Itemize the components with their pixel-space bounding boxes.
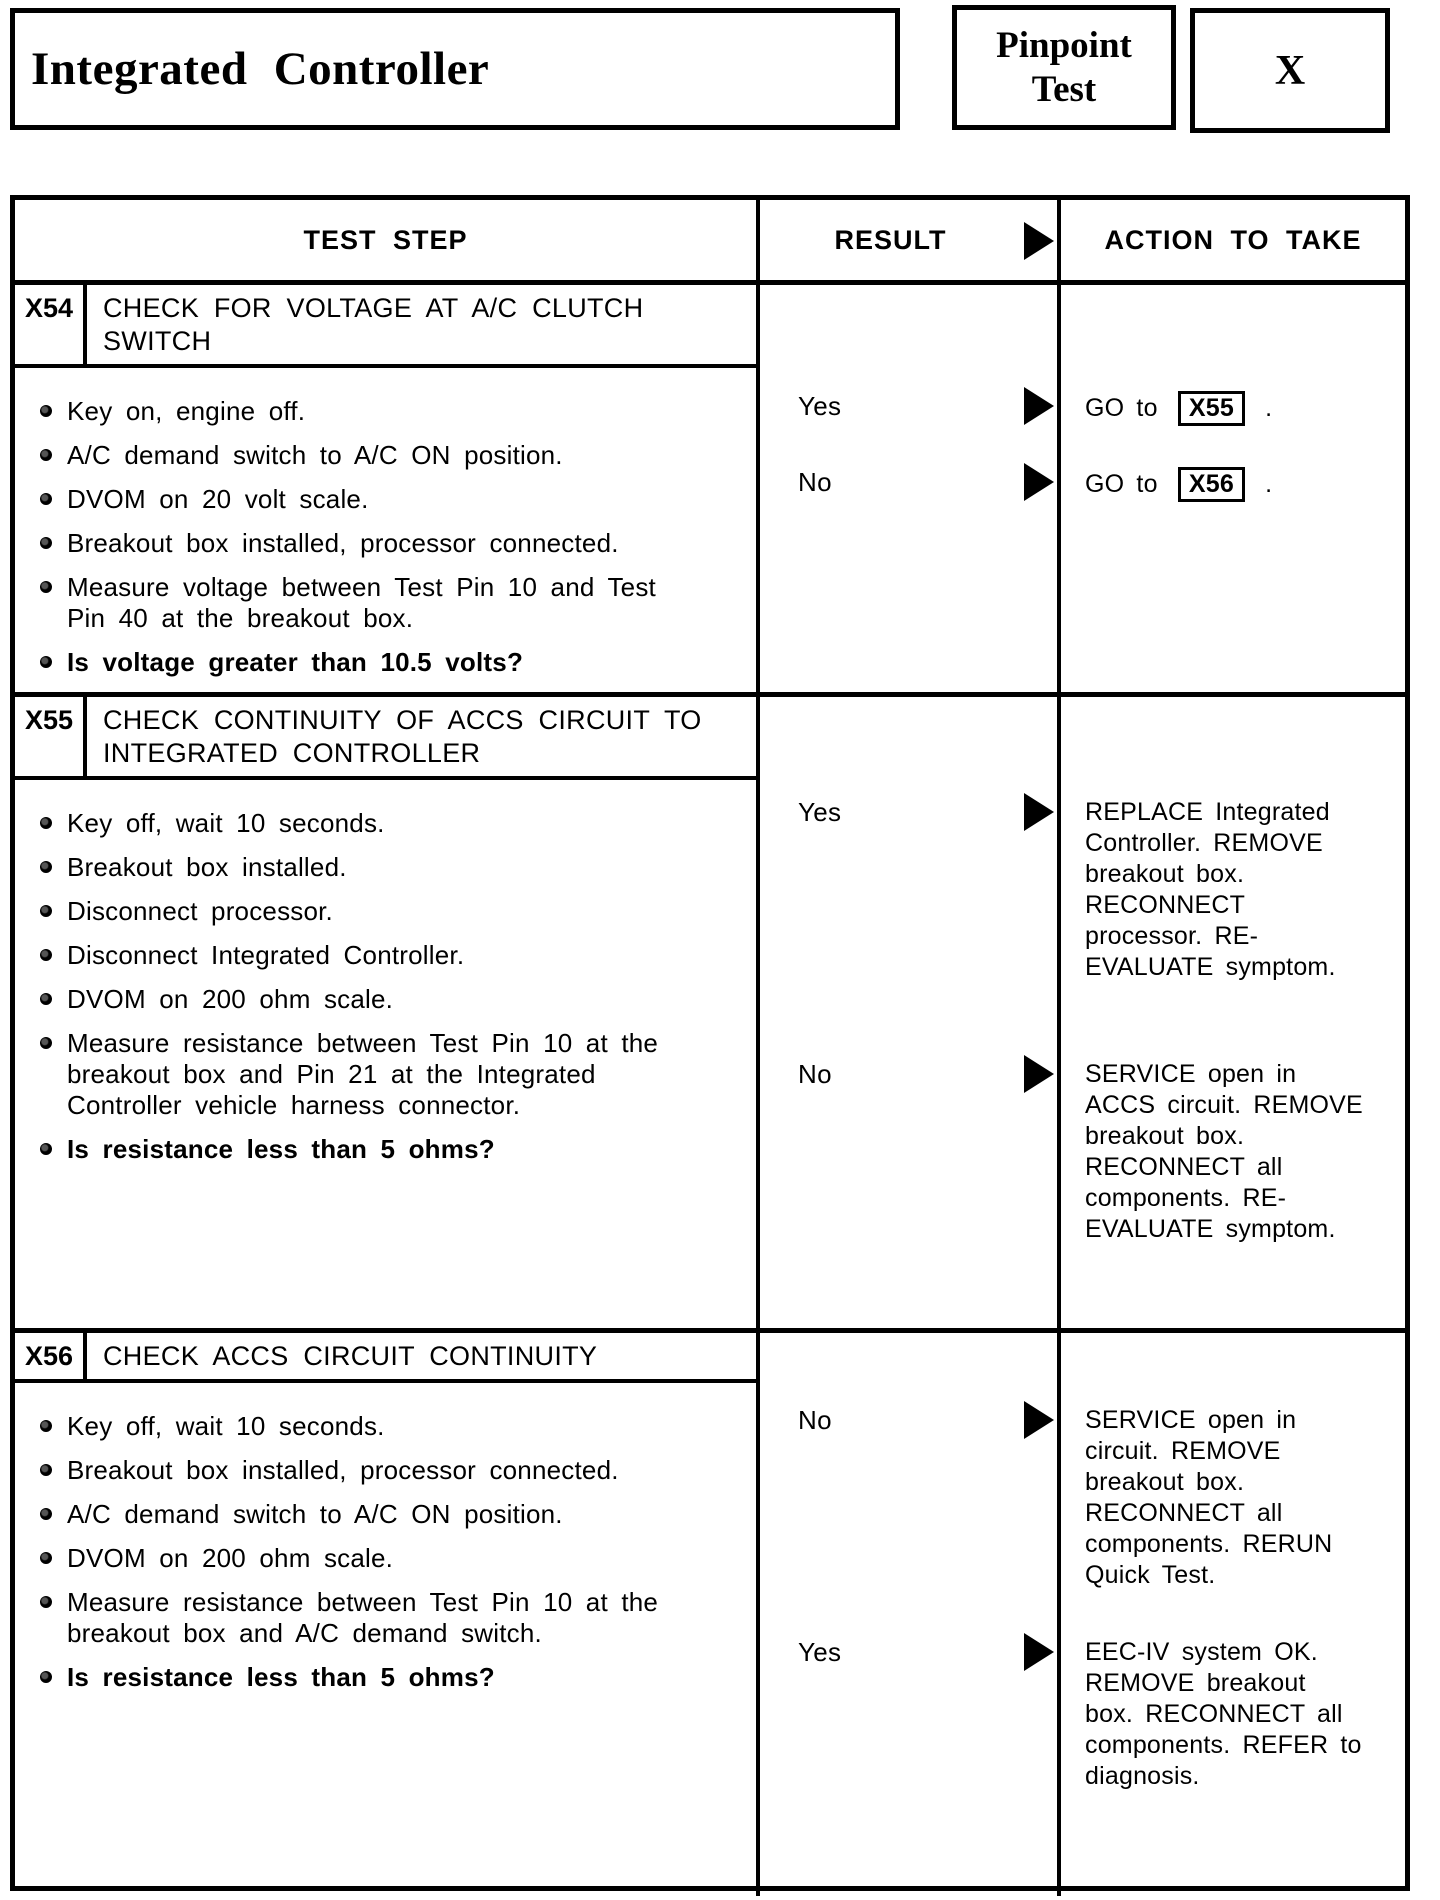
x56-title-row [15, 1333, 756, 1383]
x54-step-title: CHECK FOR VOLTAGE AT A/C CLUTCH SWITCH [103, 293, 644, 356]
table-header-row [15, 200, 1405, 280]
x54-result-yes [760, 391, 1057, 422]
x55-result-yes-label: Yes [798, 797, 842, 827]
x54-question: Is voltage greater than 10.5 volts? [15, 647, 705, 678]
x56-step-title: CHECK ACCS CIRCUIT CONTINUITY [103, 1341, 598, 1371]
x54-step-list [15, 396, 756, 678]
x54-action-no-ref: X56 [1178, 467, 1245, 502]
x55-result-no-label: No [798, 1059, 832, 1089]
test-step-section-x56 [15, 1328, 1405, 1896]
x56-result-yes-label: Yes [798, 1637, 842, 1667]
test-step-section-x54 [15, 280, 1405, 692]
x54-action-yes-suffix: . [1265, 394, 1273, 422]
column-header-test-step: TEST STEP [15, 200, 760, 280]
x54-step-id: X54 [15, 285, 87, 364]
x55-step-list [15, 808, 756, 1165]
x54-result-yes-label: Yes [798, 391, 842, 421]
x54-result-cell [760, 285, 1061, 692]
pinpoint-label-line1: Pinpoint [996, 24, 1132, 66]
x54-title-row [15, 285, 756, 368]
x55-step-item: Measure resistance between Test Pin 10 at the breakout box and Pin 21 at the Integrated Controller vehicle harness connector. [15, 1028, 705, 1121]
x55-action-yes: REPLACE Integrated Controller. REMOVE breakout box. RECONNECT processor. RE-EVALUATE symptom. [1085, 798, 1336, 981]
x54-action-yes [1061, 391, 1405, 426]
x54-result-no [760, 467, 1057, 498]
x56-question: Is resistance less than 5 ohms? [15, 1662, 705, 1693]
x56-result-cell [760, 1333, 1061, 1896]
x56-step-item: Breakout box installed, processor connected. [15, 1455, 705, 1486]
result-arrow-icon [1024, 387, 1054, 425]
x55-step-item: Disconnect processor. [15, 896, 705, 927]
x56-action-no: SERVICE open in circuit. REMOVE breakout box. RECONNECT all components. RERUN Quick Test. [1085, 1406, 1333, 1589]
x55-step-item: DVOM on 200 ohm scale. [15, 984, 705, 1015]
x55-step-item: Key off, wait 10 seconds. [15, 808, 705, 839]
result-arrow-icon [1024, 1055, 1054, 1093]
x55-action-cell [1061, 697, 1405, 1328]
x56-test-step-cell [15, 1333, 760, 1896]
x54-step-item: Key on, engine off. [15, 396, 705, 427]
x56-result-no-label: No [798, 1405, 832, 1435]
x56-result-no [760, 1405, 1057, 1436]
column-header-action: ACTION TO TAKE [1104, 224, 1362, 255]
x54-step-item: Breakout box installed, processor connected. [15, 528, 705, 559]
test-step-section-x55 [15, 692, 1405, 1328]
test-letter: X [1274, 47, 1306, 94]
result-arrow-icon [1024, 1401, 1054, 1439]
x55-result-cell [760, 697, 1061, 1328]
x56-step-item: Measure resistance between Test Pin 10 at the breakout box and A/C demand switch. [15, 1587, 705, 1649]
x54-action-no-suffix: . [1265, 470, 1273, 498]
pinpoint-test-table [10, 195, 1410, 1891]
test-letter-box [1190, 8, 1390, 133]
x56-step-item: Key off, wait 10 seconds. [15, 1411, 705, 1442]
x56-step-list [15, 1411, 756, 1693]
x55-question: Is resistance less than 5 ohms? [15, 1134, 705, 1165]
x54-action-no-prefix: GO to [1085, 470, 1158, 498]
result-arrow-icon [1024, 463, 1054, 501]
x55-test-step-cell [15, 697, 760, 1328]
x54-result-no-label: No [798, 467, 832, 497]
column-header-result [760, 200, 1061, 280]
x54-action-yes-ref: X55 [1178, 391, 1245, 426]
column-header-result-label: RESULT [834, 224, 947, 255]
x56-action-cell [1061, 1333, 1405, 1896]
pinpoint-test-box [952, 5, 1176, 130]
x55-step-title: CHECK CONTINUITY OF ACCS CIRCUIT TO INTEGRATED CONTROLLER [103, 705, 702, 768]
x55-step-id: X55 [15, 697, 87, 776]
x56-step-id: X56 [15, 1333, 87, 1379]
x55-result-no [760, 1059, 1057, 1090]
pinpoint-label-line2: Test [1031, 68, 1097, 110]
page-title-box [10, 8, 900, 130]
x54-step-item: A/C demand switch to A/C ON position. [15, 440, 705, 471]
x55-step-item: Breakout box installed. [15, 852, 705, 883]
x54-test-step-cell [15, 285, 760, 692]
x56-result-yes [760, 1637, 1057, 1668]
x56-step-item: DVOM on 200 ohm scale. [15, 1543, 705, 1574]
page-title: Integrated Controller [31, 43, 490, 95]
result-arrow-icon [1024, 222, 1054, 260]
x56-step-item: A/C demand switch to A/C ON position. [15, 1499, 705, 1530]
result-arrow-icon [1024, 1633, 1054, 1671]
x54-step-item: Measure voltage between Test Pin 10 and Test Pin 40 at the breakout box. [15, 572, 705, 634]
x56-action-yes: EEC-IV system OK. REMOVE breakout box. RECONNECT all components. REFER to diagnosis. [1085, 1638, 1362, 1790]
x54-action-cell [1061, 285, 1405, 692]
x54-step-item: DVOM on 20 volt scale. [15, 484, 705, 515]
x55-action-no: SERVICE open in ACCS circuit. REMOVE breakout box. RECONNECT all components. RE-EVALUATE symptom. [1085, 1060, 1363, 1243]
x55-title-row [15, 697, 756, 780]
x54-action-no [1061, 467, 1405, 502]
result-arrow-icon [1024, 793, 1054, 831]
x55-result-yes [760, 797, 1057, 828]
x54-action-yes-prefix: GO to [1085, 394, 1158, 422]
x55-step-item: Disconnect Integrated Controller. [15, 940, 705, 971]
